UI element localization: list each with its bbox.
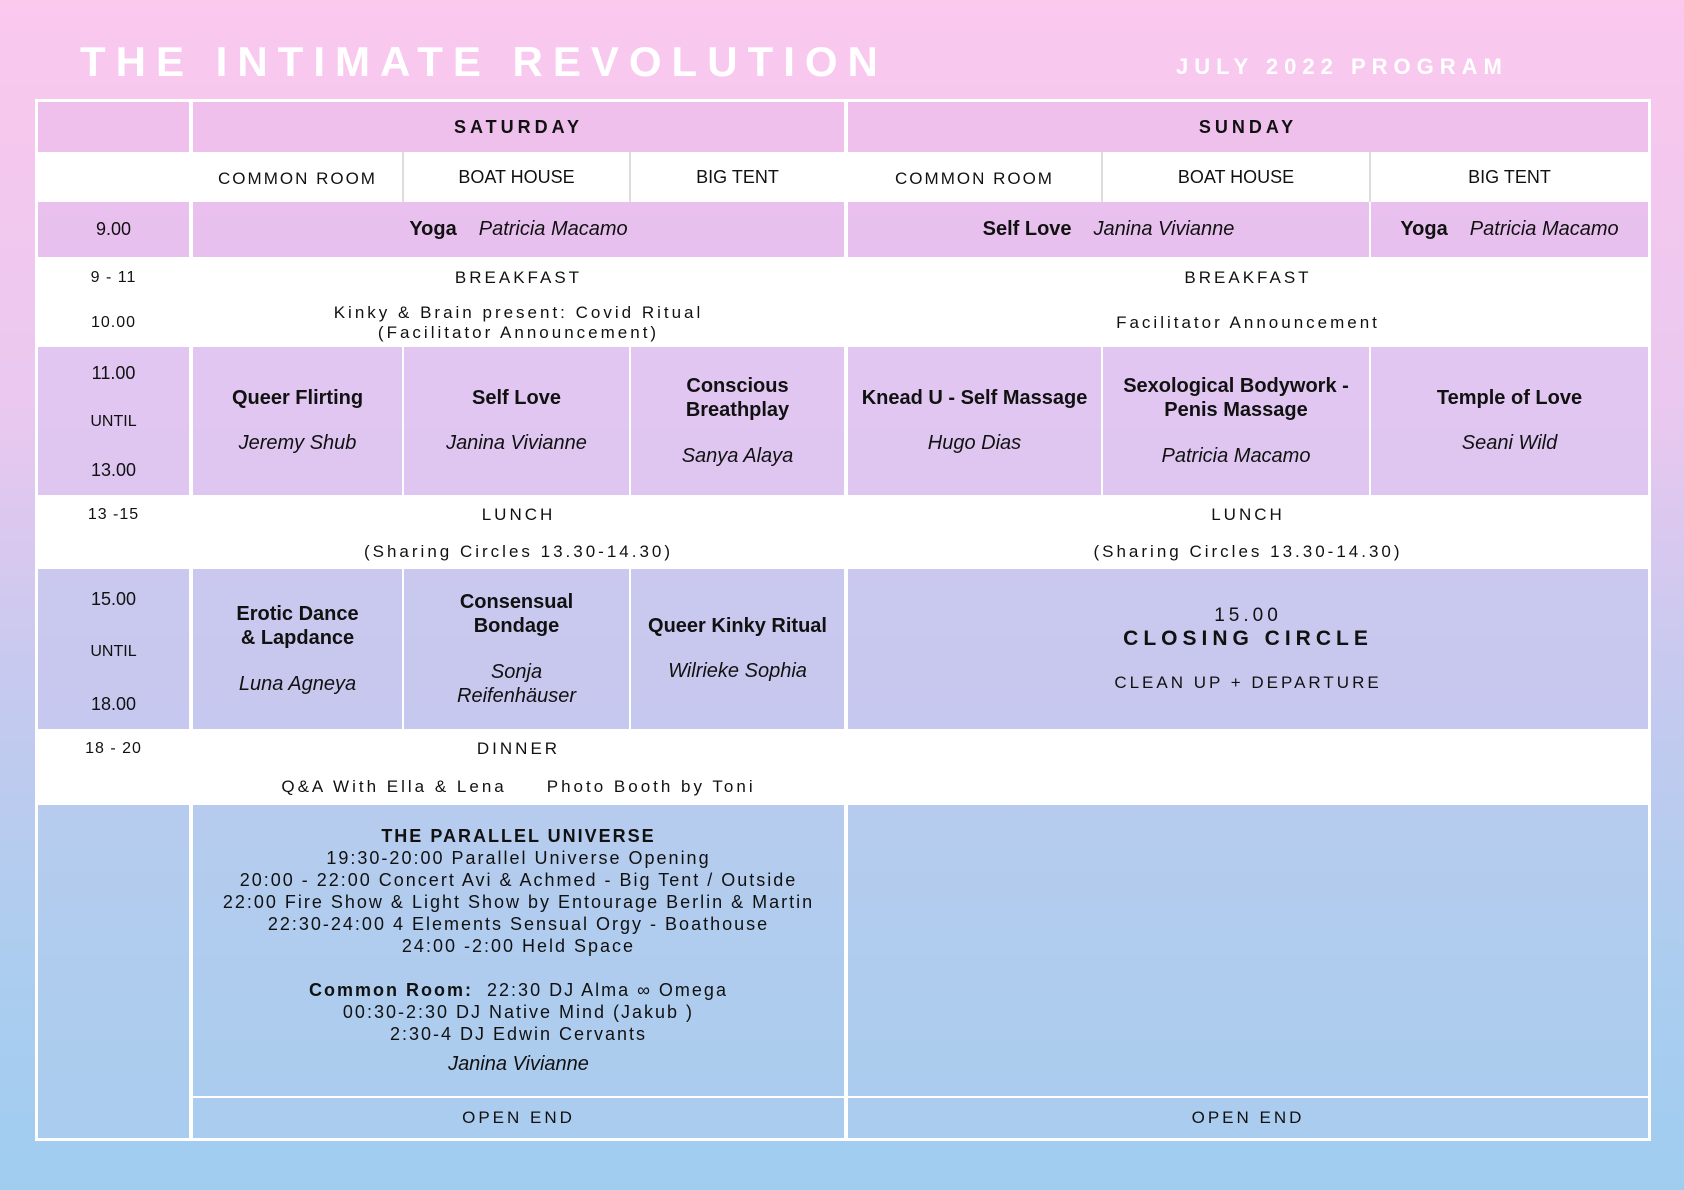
event-title: Knead U - Self Massage	[861, 387, 1088, 409]
sat-qa: Q&A With Ella & Lena	[281, 777, 507, 796]
sat-s2-common	[193, 569, 402, 729]
program-grid	[35, 99, 1651, 1141]
event-title: Queer Flirting	[231, 387, 364, 409]
sun-open-end: OPEN END	[1191, 1108, 1305, 1127]
sun-yoga	[1371, 202, 1648, 257]
sat-room-common: COMMON ROOM	[218, 169, 377, 188]
time-1300: 13.00	[90, 460, 137, 480]
sat-room-boat: BOAT HOUSE	[458, 166, 575, 187]
sat-covid-line2: (Facilitator Announcement)	[377, 323, 660, 342]
time-1100: 11.00	[91, 363, 136, 383]
sat-yoga-host: Patricia Macamo	[478, 218, 628, 240]
event-title: Breathplay	[685, 399, 790, 421]
event-title: Bondage	[473, 615, 560, 637]
sun-sharing: (Sharing Circles 13.30-14.30)	[1093, 542, 1403, 561]
pu-line: 00:30-2:30 DJ Native Mind (Jakub )	[342, 1002, 695, 1022]
event-title: Erotic Dance	[236, 603, 359, 625]
sat-s2-tent	[631, 569, 844, 729]
page-title: THE INTIMATE REVOLUTION	[80, 38, 888, 85]
sat-breakfast: BREAKFAST	[454, 268, 583, 287]
sun-selflove-title: Self Love	[982, 218, 1072, 240]
sat-photo-booth: Photo Booth by Toni	[546, 777, 756, 796]
sat-open-end: OPEN END	[462, 1108, 575, 1127]
sun-s1-common	[848, 347, 1101, 495]
event-title: Conscious	[686, 375, 789, 397]
sat-sharing: (Sharing Circles 13.30-14.30)	[363, 542, 674, 561]
sat-evening-extras	[193, 769, 844, 805]
time-1820: 18 - 20	[85, 740, 142, 757]
sat-covid-line1: Kinky & Brain present: Covid Ritual	[333, 303, 704, 322]
pu-line: 22:30-24:00 4 Elements Sensual Orgy - Boathouse	[267, 914, 770, 934]
event-title: Penis Massage	[1164, 399, 1308, 421]
time-until-2: UNTIL	[90, 643, 137, 660]
time-session1	[38, 347, 189, 495]
time-1315: 13 -15	[87, 506, 140, 523]
event-host: Janina Vivianne	[446, 432, 587, 454]
sat-s1-tent	[631, 347, 844, 495]
sun-room-tent: BIG TENT	[1468, 166, 1551, 187]
pu-common-label: Common Room:	[309, 980, 474, 1000]
time-session2	[38, 569, 189, 729]
sun-facilitator: Facilitator Announcement	[1116, 313, 1380, 332]
pu-line: 22:00 Fire Show & Light Show by Entourage Berlin & Martin	[222, 892, 815, 912]
pu-line: 20:00 - 22:00 Concert Avi & Achmed - Big Tent / Outside	[239, 870, 798, 890]
event-host: Reifenhäuser	[457, 685, 576, 707]
time-900: 9.00	[95, 219, 132, 239]
pu-host: Janina Vivianne	[448, 1053, 589, 1075]
event-title: Queer Kinky Ritual	[648, 615, 827, 637]
sat-yoga	[193, 202, 844, 257]
sat-s2-boat	[404, 569, 629, 729]
sun-room-boat: BOAT HOUSE	[1177, 166, 1295, 187]
closing-time: 15.00	[1214, 605, 1282, 626]
sun-s1-tent	[1371, 347, 1648, 495]
sun-s1-boat	[1103, 347, 1369, 495]
pu-title: THE PARALLEL UNIVERSE	[381, 826, 656, 846]
event-host: Jeremy Shub	[238, 432, 357, 454]
sun-selflove	[848, 202, 1369, 257]
pu-common-room	[309, 979, 728, 1001]
day-saturday: SATURDAY	[453, 116, 583, 137]
time-1500: 15.00	[90, 589, 137, 609]
sat-parallel-universe	[193, 805, 844, 1096]
pu-line: 19:30-20:00 Parallel Universe Opening	[326, 848, 711, 868]
event-title: Consensual	[459, 591, 574, 613]
pu-common-first: 22:30 DJ Alma ∞ Omega	[487, 980, 728, 1000]
event-host: Hugo Dias	[927, 432, 1022, 454]
sun-yoga-host: Patricia Macamo	[1469, 218, 1619, 240]
sat-s1-boat	[404, 347, 629, 495]
sun-room-common: COMMON ROOM	[895, 169, 1054, 188]
event-host: Seani Wild	[1461, 432, 1558, 454]
sat-lunch: LUNCH	[481, 505, 556, 524]
event-title: Self Love	[472, 387, 561, 409]
sat-covid-ritual	[193, 299, 844, 347]
sun-closing-circle	[848, 569, 1648, 729]
event-title: Sexological Bodywork -	[1123, 375, 1349, 397]
event-host: Sonja	[490, 661, 543, 683]
time-1800: 18.00	[90, 694, 137, 714]
closing-title: CLOSING CIRCLE	[1123, 627, 1373, 650]
sat-room-tent: BIG TENT	[696, 166, 779, 187]
sun-lunch: LUNCH	[1211, 505, 1285, 524]
event-host: Luna Agneya	[238, 673, 357, 695]
day-sunday: SUNDAY	[1198, 116, 1298, 137]
event-host: Patricia Macamo	[1161, 445, 1311, 467]
sat-dinner: DINNER	[476, 739, 561, 758]
page-subtitle: JULY 2022 PROGRAM	[1176, 54, 1508, 79]
closing-sub: CLEAN UP + DEPARTURE	[1114, 673, 1382, 692]
sat-yoga-title: Yoga	[409, 218, 457, 240]
time-911: 9 - 11	[90, 269, 137, 286]
event-host: Sanya Alaya	[681, 445, 794, 467]
time-1000: 10.00	[90, 314, 137, 331]
sat-s1-common	[193, 347, 402, 495]
sun-breakfast: BREAKFAST	[1184, 268, 1312, 287]
time-until-1: UNTIL	[90, 413, 137, 430]
sun-selflove-host: Janina Vivianne	[1093, 218, 1235, 240]
pu-line: 2:30-4 DJ Edwin Cervants	[389, 1024, 648, 1044]
event-title: & Lapdance	[240, 627, 355, 649]
pu-line: 24:00 -2:00 Held Space	[401, 936, 636, 956]
event-host: Wilrieke Sophia	[668, 660, 807, 682]
event-title: Temple of Love	[1436, 387, 1583, 409]
sun-yoga-title: Yoga	[1400, 218, 1448, 240]
